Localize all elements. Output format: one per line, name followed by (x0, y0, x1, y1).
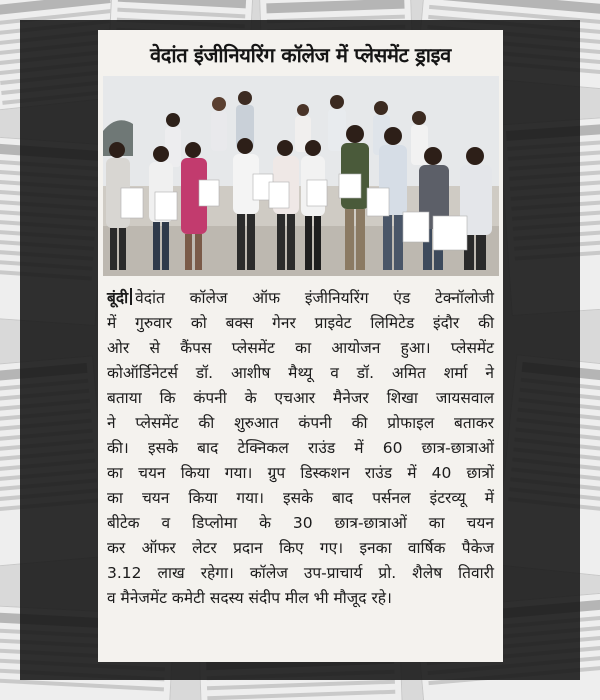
dateline: बूंदी (107, 289, 129, 307)
article-line: बताया कि कंपनी के एचआर मैनेजर शिखा जायसवाल (107, 389, 494, 407)
dateline-separator (130, 288, 132, 305)
article-line: ने प्लेसमेंट की शुरुआत कंपनी की प्रोफाइल बताकर (107, 414, 494, 432)
article-body (103, 286, 498, 611)
newspaper-clipping (98, 30, 503, 662)
article-line: का चयन किया गया। ग्रुप डिस्कशन राउंड में 40 छात्रों (107, 464, 494, 482)
group-photo (103, 76, 499, 276)
article-line: 3.12 लाख रहेगा। कॉलेज उप-प्राचार्य प्रो. शैलेष तिवारी (107, 564, 494, 582)
article-line: कोऑर्डिनेटर्स डॉ. आशीष मैथ्यू व डॉ. अमित शर्मा ने (107, 364, 494, 382)
headline: वेदांत इंजीनियरिंग कॉलेज में प्लेसमेंट ड्राइव (149, 43, 452, 67)
article-line: की। इसके बाद टेक्निकल राउंड में 60 छात्र-छात्राओं (107, 439, 494, 457)
article-line: व मैनेजमेंट कमेटी सदस्य संदीप मील भी मौजूद रहे। (107, 589, 392, 607)
article-line: ओर से कैंपस प्लेसमेंट का आयोजन हुआ। प्लेसमेंट (107, 339, 494, 357)
article-line-text: वेदांत कॉलेज ऑफ इंजीनियरिंग एंड टेक्नॉलोजी (135, 289, 494, 307)
article-line: में गुरुवार को बक्स गेनर प्राइवेट लिमिटेड इंदौर की (107, 314, 494, 332)
students-photo-illustration (103, 76, 499, 276)
article-line (107, 286, 494, 311)
article-line: का चयन किया गया। इसके बाद पर्सनल इंटरव्यू में (107, 489, 494, 507)
article-line: बीटेक व डिप्लोमा के 30 छात्र-छात्राओं का चयन (107, 514, 494, 532)
article-line: कर ऑफर लेटर प्रदान किए गए। इनका वार्षिक पैकेज (107, 539, 494, 557)
